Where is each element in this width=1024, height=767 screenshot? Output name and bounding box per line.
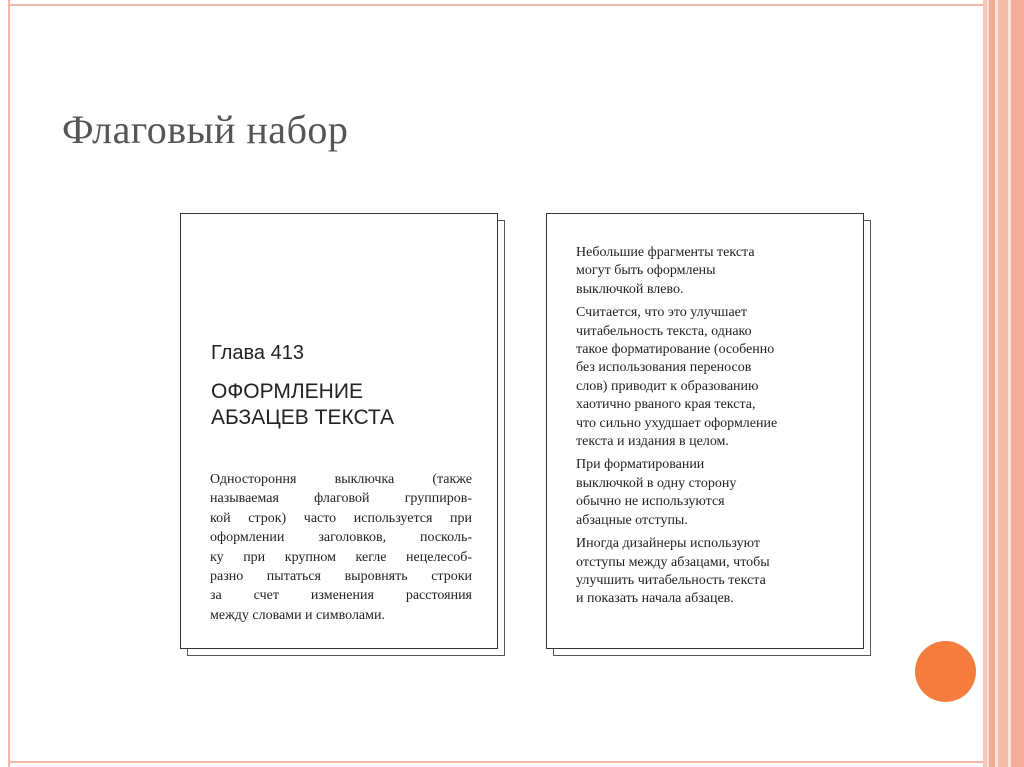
heading-line: ОФОРМЛЕНИЕ: [211, 380, 363, 403]
frame-top-line: [8, 4, 983, 6]
paragraph-line: Считается, что это улучшает: [576, 305, 748, 321]
paragraph-line: хаотично рваного края текста,: [576, 397, 756, 413]
paragraph-line: без использования переносов: [576, 360, 752, 376]
paragraph-line: и показать начала абзацев.: [576, 591, 734, 607]
chapter-label: Глава 413: [211, 342, 304, 364]
frame-bottom-line: [8, 761, 983, 763]
body-line: кой строк) часто используется при: [210, 510, 472, 526]
body-line: между словами и символами.: [210, 607, 385, 623]
decorative-circle: [915, 641, 976, 702]
paragraph: [576, 535, 777, 609]
stripe: [1011, 0, 1024, 767]
paragraph-line: текста и издания в целом.: [576, 434, 729, 450]
paragraph-line: выключкой влево.: [576, 281, 684, 297]
left-page-sample: [180, 213, 498, 649]
paragraph: [576, 244, 777, 299]
paragraph-line: обычно не используются: [576, 494, 725, 510]
body-line: за счет изменения расстояния: [210, 588, 472, 604]
left-page-body: [210, 470, 472, 625]
paragraph-line: абзацные отступы.: [576, 512, 688, 528]
body-line: Одностороння выключка (также: [210, 472, 472, 487]
paragraph: [576, 456, 777, 530]
paragraph-line: читабельность текста, однако: [576, 323, 752, 339]
body-line: ку при крупном кегле нецелесоб-: [210, 549, 472, 565]
body-line: оформлении заголовков, посколь-: [210, 530, 472, 546]
paragraph-line: могут быть оформлены: [576, 263, 716, 279]
slide-title: Флаговый набор: [62, 107, 349, 152]
paragraph-line: улучшить читабельность текста: [576, 572, 766, 588]
paragraph-line: Небольшие фрагменты текста: [576, 245, 755, 260]
stripe: [998, 0, 1008, 767]
body-line: называемая флаговой группиров-: [210, 491, 472, 507]
body-line: разно пытаться выровнять строки: [210, 569, 472, 585]
paragraph-line: Иногда дизайнеры используют: [576, 536, 760, 552]
paragraph-line: выключкой в одну сторону: [576, 475, 737, 491]
frame-left-line: [8, 0, 10, 767]
paragraph-line: что сильно ухудшает оформление: [576, 415, 778, 431]
heading-line: АБЗАЦЕВ ТЕКСТА: [211, 406, 395, 429]
paragraph: [576, 304, 777, 451]
paragraph-line: При форматировании: [576, 457, 705, 473]
paragraph-line: отступы между абзацами, чтобы: [576, 554, 770, 570]
chapter-heading: [211, 379, 394, 431]
paragraph-line: слов) приводит к образованию: [576, 378, 759, 394]
right-page-sample: [546, 213, 864, 649]
right-page-body: [576, 244, 777, 614]
paragraph-line: такое форматирование (особенно: [576, 342, 775, 358]
